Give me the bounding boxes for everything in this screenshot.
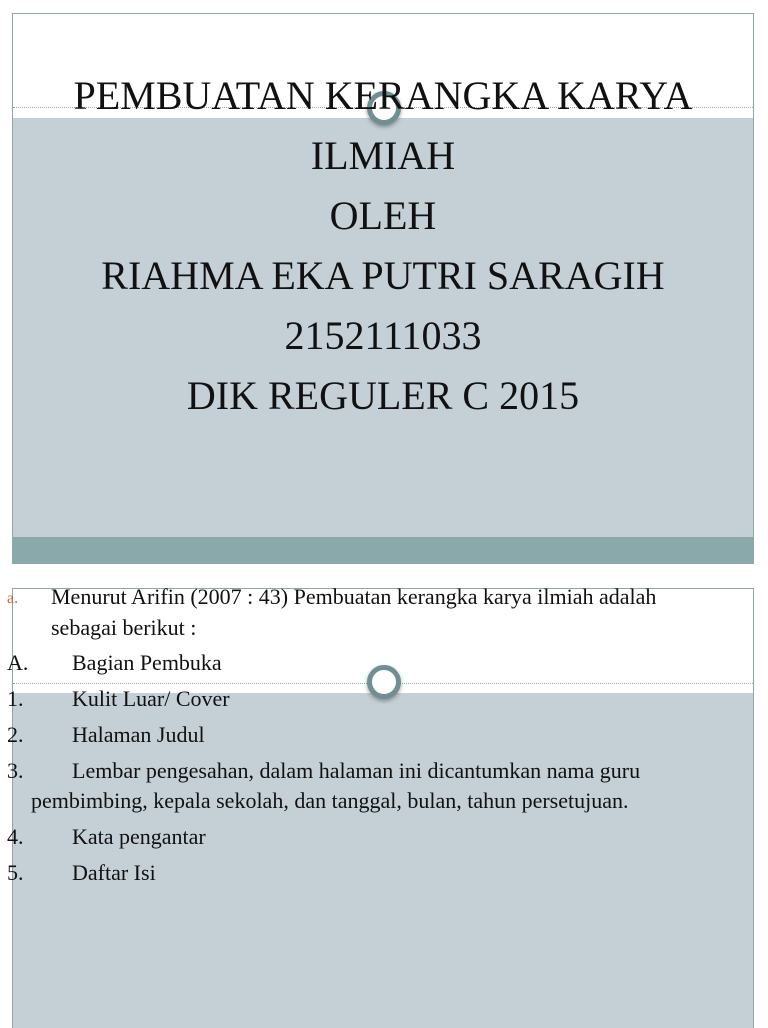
list-item-marker: 1.: [7, 686, 24, 711]
intro-text-line: Menurut Arifin (2007 : 43) Pembuatan kerangka karya ilmiah adalah: [51, 584, 657, 609]
section-marker: A.: [7, 650, 29, 675]
intro-text-line: sebagai berikut :: [51, 615, 197, 640]
list-item-marker: 2.: [7, 722, 24, 747]
section-heading: Bagian Pembuka: [72, 650, 222, 675]
list-item: Daftar Isi: [72, 860, 156, 885]
title-block: [12, 66, 754, 426]
student-id: 2152111033: [284, 313, 482, 358]
title-line: ILMIAH: [310, 133, 456, 178]
ring-ornament-icon: [367, 665, 401, 699]
list-item-marker: 4.: [7, 824, 24, 849]
slide-bottom-band: [13, 537, 753, 564]
title-line: PEMBUATAN KERANGKA KARYA: [73, 73, 693, 118]
list-item-marker: 3.: [7, 758, 24, 783]
list-item-marker: 5.: [7, 860, 24, 885]
class-info: DIK REGULER C 2015: [186, 373, 580, 418]
list-item: Kata pengantar: [72, 824, 206, 849]
list-item: Lembar pengesahan, dalam halaman ini dicantumkan nama guru: [72, 758, 641, 783]
author-label: OLEH: [329, 193, 437, 238]
list-item: Halaman Judul: [72, 722, 205, 747]
author-name: RIAHMA EKA PUTRI SARAGIH: [101, 253, 665, 298]
intro-bullet-marker: a.: [7, 590, 19, 607]
list-item: Kulit Luar/ Cover: [72, 686, 230, 711]
list-item-continuation: pembimbing, kepala sekolah, dan tanggal, bulan, tahun persetujuan.: [31, 788, 629, 813]
